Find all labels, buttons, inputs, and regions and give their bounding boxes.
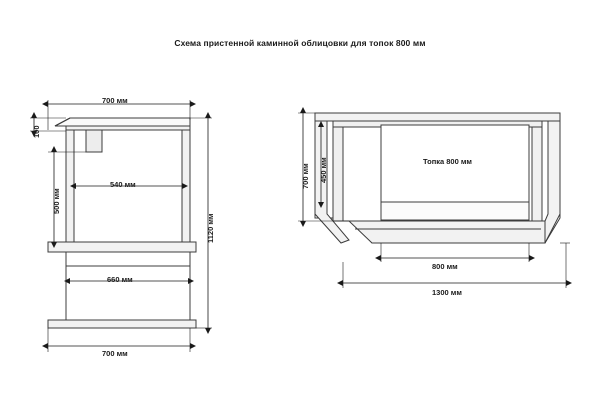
page-title: Схема пристенной каминной облицовки для топок 800 мм <box>174 38 426 48</box>
dim-label-width-800: 800 мм <box>432 262 458 271</box>
dim-label-height-450: 450 мм <box>319 157 328 183</box>
dim-label-top-small: 100 <box>32 125 41 138</box>
dim-label-base-660: 660 мм <box>107 275 133 284</box>
front-elevation-view <box>315 113 560 243</box>
dim-label-inner-540: 540 мм <box>110 180 136 189</box>
side-elevation-view <box>48 118 196 328</box>
dim-label-bottom-width: 700 мм <box>102 349 128 358</box>
dim-label-top-width: 700 мм <box>102 96 128 105</box>
dim-label-height-500: 500 мм <box>52 188 61 214</box>
dim-label-width-1300: 1300 мм <box>432 288 462 297</box>
dim-label-height-700: 700 мм <box>301 163 310 189</box>
firebox-label: Топка 800 мм <box>423 157 472 166</box>
dim-label-total-height: 1120 мм <box>206 213 215 243</box>
